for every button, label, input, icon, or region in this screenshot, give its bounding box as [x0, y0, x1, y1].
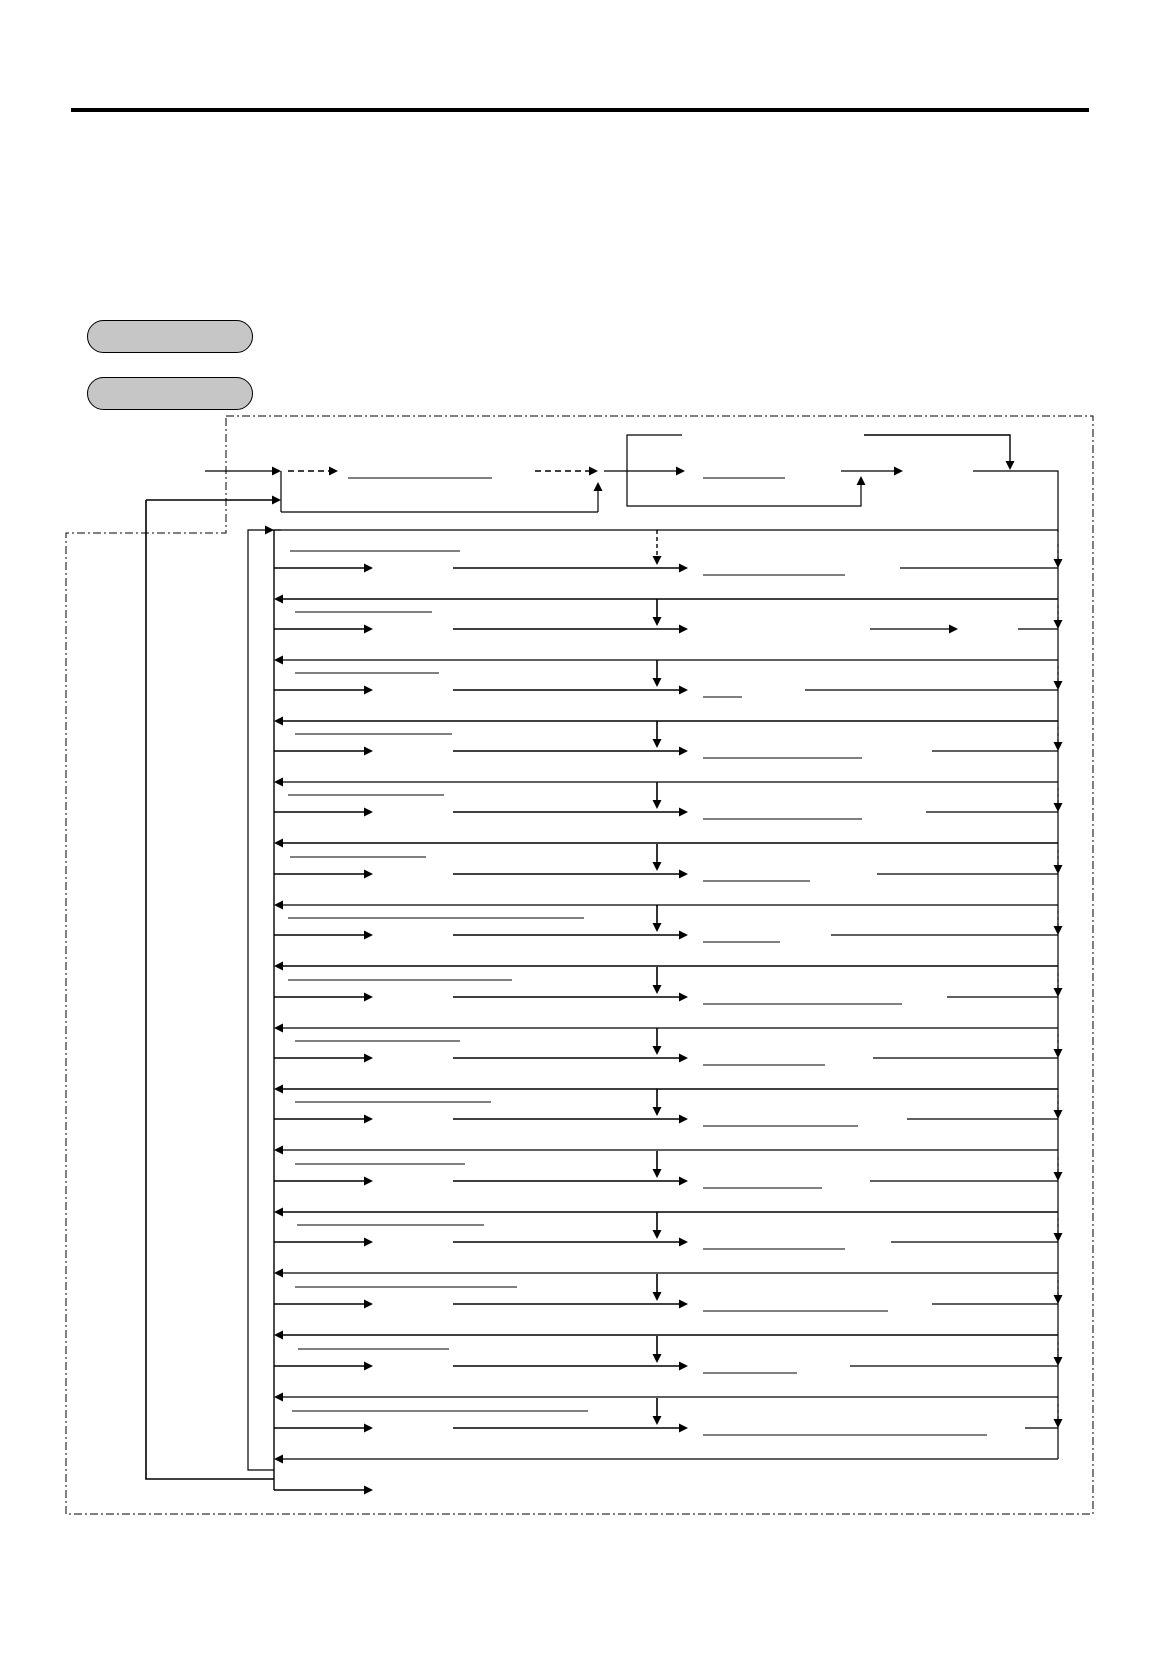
left-spine-outer — [146, 500, 274, 1479]
row-9-drop-arrow — [653, 1046, 662, 1055]
row-12-return-arrow — [274, 1269, 283, 1278]
row-10-drop-arrow — [653, 1107, 662, 1116]
arrow-head-u — [857, 476, 866, 485]
row-5-right-arrow — [1054, 803, 1063, 812]
row-6-main-arrow — [679, 870, 688, 879]
branch-lower — [627, 471, 861, 506]
row-5-drop-arrow — [653, 800, 662, 809]
row-12-main-arrow — [679, 1238, 688, 1247]
row-4-drop-arrow — [653, 739, 662, 748]
row-2-right-arrow — [1054, 620, 1063, 629]
row-5-entry-arrow — [364, 808, 373, 817]
arrow-head-u — [594, 482, 603, 491]
arrow-head-r — [676, 467, 685, 476]
row-4-return-arrow — [274, 778, 283, 787]
arrow-head-d — [1006, 461, 1015, 470]
row-12-right-arrow — [1054, 1233, 1063, 1242]
row-13-right-arrow — [1054, 1295, 1063, 1304]
row-12-drop-arrow — [653, 1230, 662, 1239]
top-right-loop — [864, 435, 1010, 463]
row-14-return-arrow — [274, 1393, 283, 1402]
row-13-return-arrow — [274, 1331, 283, 1340]
row-7-return-arrow — [274, 962, 283, 971]
mode-boundary — [66, 416, 1093, 1514]
row-3-return-arrow — [274, 717, 283, 726]
row-7-drop-arrow — [653, 923, 662, 932]
row-15-entry-arrow — [364, 1424, 373, 1433]
row-2-drop-arrow — [653, 617, 662, 626]
arrow-head-r — [272, 467, 281, 476]
row-8-main-arrow — [679, 993, 688, 1002]
row-12-entry-arrow — [364, 1238, 373, 1247]
row-7-main-arrow — [679, 931, 688, 940]
row-9-right-arrow — [1054, 1049, 1063, 1058]
row-9-return-arrow — [274, 1085, 283, 1094]
row-8-right-arrow — [1054, 988, 1063, 997]
row-4-main-arrow — [679, 747, 688, 756]
row-1-drop-arrow — [653, 556, 662, 565]
row-6-drop-arrow — [653, 862, 662, 871]
row-6-right-arrow — [1054, 865, 1063, 874]
row-15-main-arrow — [679, 1424, 688, 1433]
row-15-return-arrow — [274, 1455, 283, 1464]
row-8-drop-arrow — [653, 985, 662, 994]
row-13-entry-arrow — [364, 1300, 373, 1309]
arrow-head-r — [329, 467, 338, 476]
arrow-head-r — [894, 467, 903, 476]
arrow-head-spine — [265, 526, 274, 535]
row-3-entry-arrow — [364, 686, 373, 695]
row-1-main-arrow — [679, 564, 688, 573]
row-13-drop-arrow — [653, 1292, 662, 1301]
branch-upper — [627, 435, 682, 471]
row-4-entry-arrow — [364, 747, 373, 756]
row-7-right-arrow — [1054, 926, 1063, 935]
row-2-return-arrow — [274, 656, 283, 665]
row-6-entry-arrow — [364, 870, 373, 879]
row-10-entry-arrow — [364, 1115, 373, 1124]
row-11-return-arrow — [274, 1208, 283, 1217]
flowchart-lines — [66, 416, 1093, 1514]
row-14-drop-arrow — [653, 1354, 662, 1363]
right-spine-top — [973, 471, 1058, 532]
row-10-right-arrow — [1054, 1110, 1063, 1119]
row-7-entry-arrow — [364, 931, 373, 940]
row-3-right-arrow — [1054, 681, 1063, 690]
row-2-main-arrow — [679, 625, 688, 634]
row-15-right-arrow — [1054, 1419, 1063, 1428]
row-3-main-arrow — [679, 686, 688, 695]
row-15-drop-arrow — [653, 1416, 662, 1425]
row-11-entry-arrow — [364, 1177, 373, 1186]
row-8-return-arrow — [274, 1024, 283, 1033]
arrow-head-r — [589, 467, 598, 476]
arrow-head-exit — [364, 1486, 373, 1495]
row-9-entry-arrow — [364, 1054, 373, 1063]
row-10-return-arrow — [274, 1146, 283, 1155]
row-14-main-arrow — [679, 1362, 688, 1371]
row-13-main-arrow — [679, 1300, 688, 1309]
row-4-right-arrow — [1054, 742, 1063, 751]
row-9-main-arrow — [679, 1054, 688, 1063]
row-14-entry-arrow — [364, 1362, 373, 1371]
left-spine-inner — [248, 530, 281, 1470]
row-5-main-arrow — [679, 808, 688, 817]
arrow-head-spine-outer — [272, 496, 281, 505]
row-5-return-arrow — [274, 839, 283, 848]
row-10-main-arrow — [679, 1115, 688, 1124]
row-14-right-arrow — [1054, 1357, 1063, 1366]
row-2-extra-arrow — [949, 625, 958, 634]
row-1-right-arrow — [1054, 559, 1063, 568]
row-1-entry-arrow — [364, 564, 373, 573]
flowchart-arrowheads — [265, 461, 1063, 1495]
row-2-entry-arrow — [364, 625, 373, 634]
row-11-right-arrow — [1054, 1172, 1063, 1181]
row-8-entry-arrow — [364, 993, 373, 1002]
row-6-return-arrow — [274, 901, 283, 910]
row-3-drop-arrow — [653, 678, 662, 687]
row-11-main-arrow — [679, 1177, 688, 1186]
row-1-return-arrow — [274, 595, 283, 604]
row-11-drop-arrow — [653, 1169, 662, 1178]
